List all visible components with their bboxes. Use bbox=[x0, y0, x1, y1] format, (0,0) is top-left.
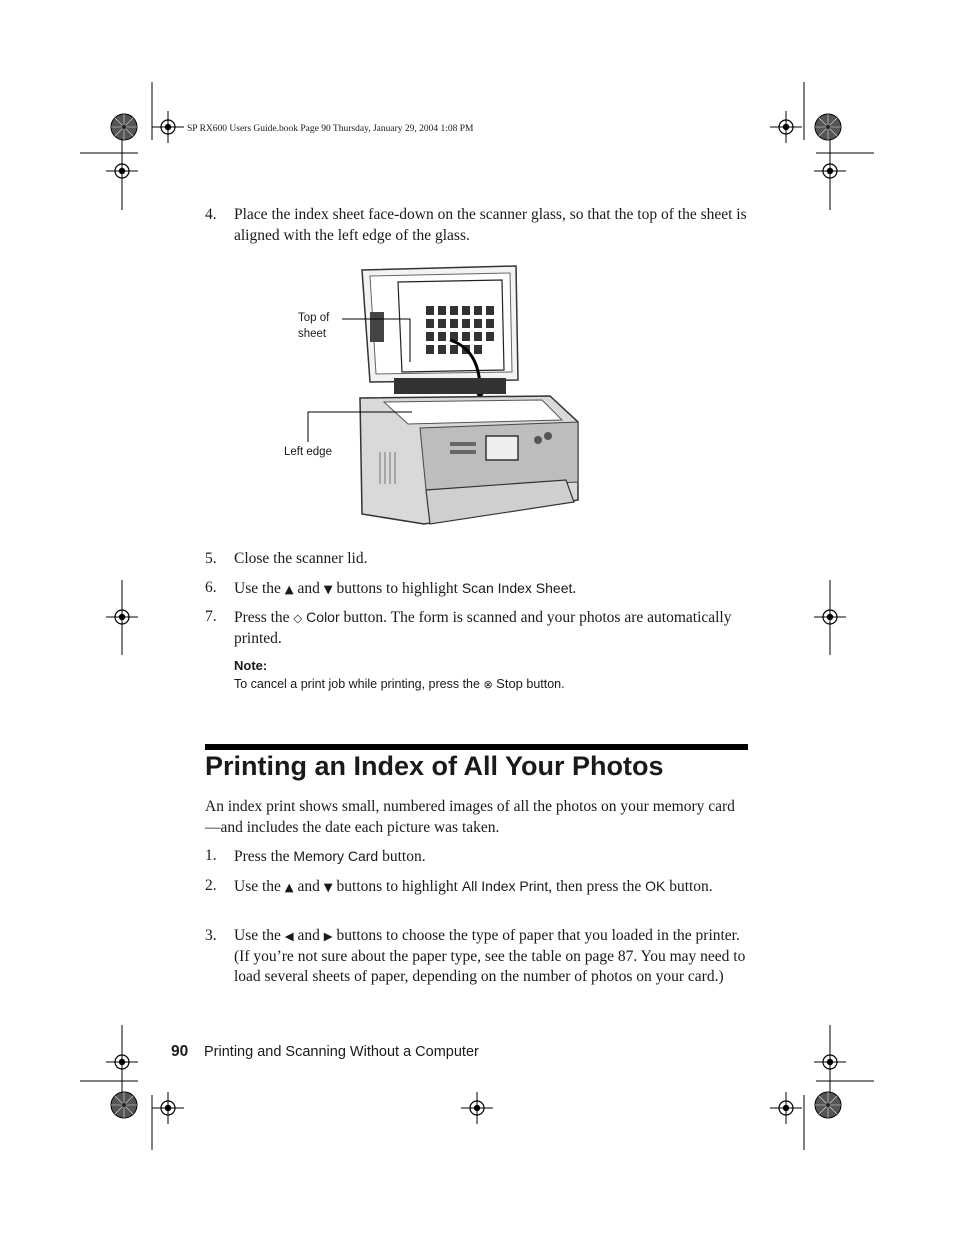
ui-label: OK bbox=[645, 878, 666, 894]
arrow-icon: ▲ bbox=[284, 582, 294, 596]
step-7 bbox=[205, 607, 750, 649]
stop-icon: ⊗ bbox=[483, 678, 493, 691]
arrow-icon: ▼ bbox=[323, 880, 333, 894]
arrow-icon: ▶ bbox=[323, 929, 333, 943]
step-text: Use the ▲ and ▼ buttons to highlight Scan Index Sheet. bbox=[234, 580, 577, 597]
callout-left-edge: Left edge bbox=[284, 446, 332, 458]
section-heading: Printing an Index of All Your Photos bbox=[205, 751, 664, 781]
step-number: 7. bbox=[205, 608, 217, 625]
step-text: Use the ◀ and ▶ buttons to choose the type of paper that you loaded in the printer. (If you’re not sure about the paper type, see the table on page 87. You may need to load several sheets of paper, depending on the number of photos on your card.) bbox=[234, 927, 746, 985]
step-number: 3. bbox=[205, 927, 217, 944]
section-rule bbox=[205, 744, 748, 750]
step-text: Close the scanner lid. bbox=[234, 550, 368, 567]
step-1 bbox=[205, 846, 750, 868]
chapter-title: Printing and Scanning Without a Computer bbox=[204, 1044, 479, 1060]
step-6 bbox=[205, 578, 750, 600]
step-5 bbox=[205, 549, 750, 570]
note-label: Note: bbox=[234, 658, 268, 673]
step-4 bbox=[205, 205, 750, 246]
ui-label: Color bbox=[302, 609, 340, 625]
scanner-illustration bbox=[290, 262, 590, 530]
callout-top-of-sheet: Top of sheet bbox=[298, 312, 330, 340]
step-text: Use the ▲ and ▼ buttons to highlight All Index Print, then press the OK button. bbox=[234, 878, 713, 895]
step-number: 2. bbox=[205, 877, 217, 894]
note-text: To cancel a print job while printing, press the ⊗ Stop button. bbox=[234, 676, 565, 691]
step-number: 5. bbox=[205, 550, 217, 567]
step-text: Press the Memory Card button. bbox=[234, 848, 426, 865]
page-number: 90 bbox=[171, 1043, 189, 1060]
section-intro: An index print shows small, numbered images of all the photos on your memory card—and includes the date each picture was taken. bbox=[205, 798, 735, 836]
ui-label: Memory Card bbox=[293, 848, 379, 864]
arrow-icon: ▲ bbox=[284, 880, 294, 894]
step-2 bbox=[205, 876, 750, 898]
step-3 bbox=[205, 926, 750, 988]
arrow-icon: ◇ bbox=[293, 611, 303, 625]
arrow-icon: ◀ bbox=[284, 929, 294, 943]
step-text: Press the ◇ Color button. The form is scanned and your photos are automatically printed. bbox=[234, 609, 732, 647]
ui-label: Scan Index Sheet bbox=[461, 580, 573, 596]
arrow-icon: ▼ bbox=[323, 582, 333, 596]
ui-label: All Index Print bbox=[461, 878, 549, 894]
step-number: 4. bbox=[205, 206, 217, 223]
step-number: 1. bbox=[205, 847, 217, 864]
step-number: 6. bbox=[205, 579, 217, 596]
book-info-line: SP RX600 Users Guide.book Page 90 Thursday, January 29, 2004 1:08 PM bbox=[187, 124, 474, 134]
step-text: Place the index sheet face-down on the scanner glass, so that the top of the sheet is aligned with the left edge of the glass. bbox=[234, 206, 747, 244]
